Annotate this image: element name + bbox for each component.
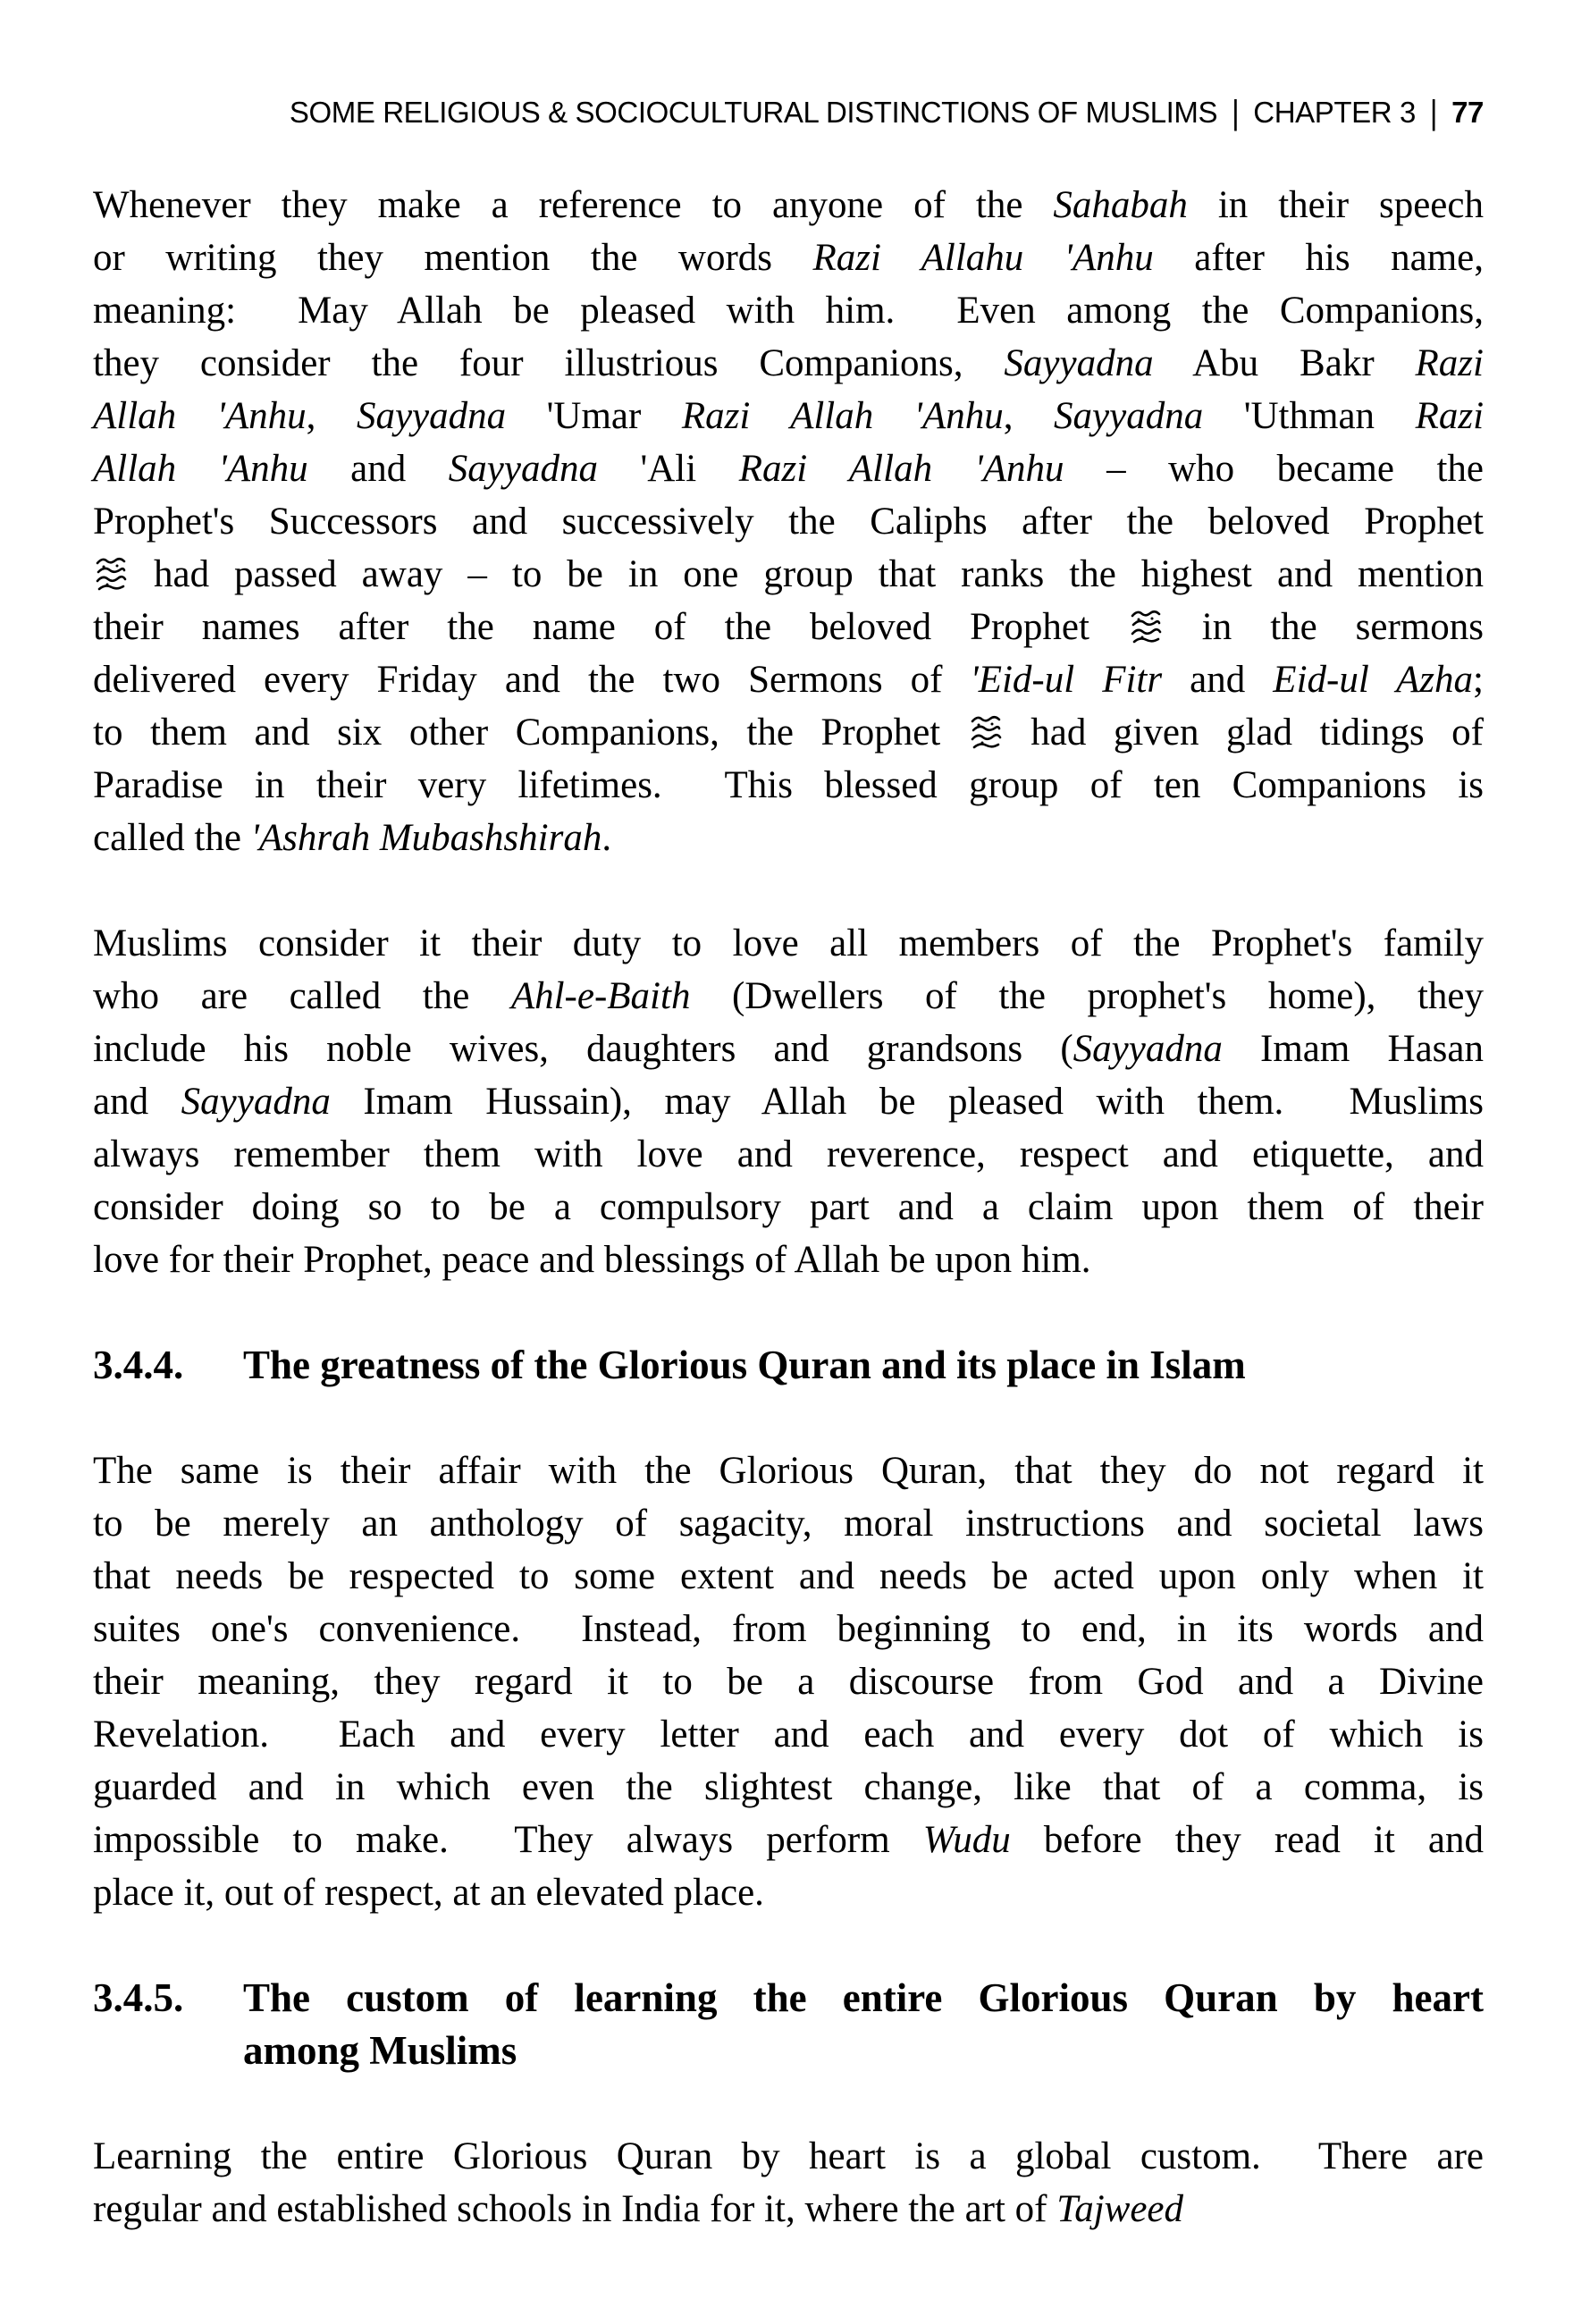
section-heading bbox=[93, 1339, 1484, 1392]
text-line: The same is their affair with the Glorious Quran, that they do not regard it bbox=[93, 1450, 1484, 1492]
text-line: to be merely an anthology of sagacity, moral instructions and societal laws bbox=[93, 1503, 1484, 1545]
text-line: called the 'Ashrah Mubashshirah. bbox=[93, 817, 612, 859]
page-number: 77 bbox=[1451, 96, 1484, 129]
text-line: Allah 'Anhu and Sayyadna 'Ali Razi Allah 'Anhu – who became the bbox=[93, 448, 1485, 490]
text-line: and Sayyadna Imam Hussain), may Allah be pleased with them. Muslims bbox=[93, 1081, 1484, 1123]
sallallahu-alayhi-wasallam-icon bbox=[970, 713, 1002, 753]
text-line: Revelation. Each and every letter and each and every dot of which is bbox=[93, 1714, 1484, 1756]
text-line: delivered every Friday and the two Sermons of 'Eid-ul Fitr and Eid-ul Azha; bbox=[93, 659, 1484, 701]
paragraph bbox=[93, 179, 1484, 864]
text-line: The custom of learning the entire Glorious Quran by heart bbox=[243, 1975, 1484, 2020]
text-line: or writing they mention the words Razi Allahu 'Anhu after his name, bbox=[93, 237, 1484, 279]
text-line: regular and established schools in India for it, where the art of Tajweed bbox=[93, 2188, 1183, 2230]
text-line: place it, out of respect, at an elevated place. bbox=[93, 1872, 764, 1914]
text-line: who are called the Ahl-e-Baith (Dwellers of the prophet's home), they bbox=[93, 975, 1484, 1017]
text-line: they consider the four illustrious Companions, Sayyadna Abu Bakr Razi bbox=[93, 342, 1484, 384]
text-line: impossible to make. They always perform Wudu before they read it and bbox=[93, 1819, 1485, 1861]
text-line: Prophet's Successors and successively the Caliphs after the beloved Prophet bbox=[93, 501, 1484, 543]
text-line: Learning the entire Glorious Quran by heart is a global custom. There are bbox=[93, 2135, 1484, 2177]
text-line: had passed away – to be in one group that ranks the highest and mention bbox=[93, 548, 1484, 601]
text-line: Muslims consider it their duty to love all members of the Prophet's family bbox=[93, 922, 1484, 964]
paragraph bbox=[93, 2130, 1484, 2236]
section-title bbox=[243, 1339, 1484, 1392]
sallallahu-alayhi-wasallam-icon bbox=[1130, 608, 1162, 647]
section-heading bbox=[93, 1972, 1484, 2077]
text-line: always remember them with love and reverence, respect and etiquette, and bbox=[93, 1133, 1484, 1175]
text-line: love for their Prophet, peace and blessings of Allah be upon him. bbox=[93, 1239, 1091, 1281]
paragraph bbox=[93, 1444, 1484, 1919]
text-line: Allah 'Anhu, Sayyadna 'Umar Razi Allah 'Anhu, Sayyadna 'Uthman Razi bbox=[93, 395, 1485, 437]
text-line: include his noble wives, daughters and grandsons (Sayyadna Imam Hasan bbox=[93, 1028, 1484, 1070]
header-chapter: CHAPTER 3 bbox=[1253, 96, 1416, 129]
header-title: SOME RELIGIOUS & SOCIOCULTURAL DISTINCTIONS OF MUSLIMS bbox=[289, 96, 1218, 129]
text-line: their meaning, they regard it to be a discourse from God and a Divine bbox=[93, 1661, 1484, 1703]
header-separator: | bbox=[1232, 93, 1240, 131]
text-line: among Muslims bbox=[243, 2028, 517, 2073]
sallallahu-alayhi-wasallam-icon bbox=[95, 555, 127, 594]
text-line: suites one's convenience. Instead, from beginning to end, in its words and bbox=[93, 1608, 1484, 1650]
running-header bbox=[93, 95, 1484, 131]
section-title bbox=[243, 1972, 1484, 2077]
text-line: Paradise in their very lifetimes. This blessed group of ten Companions is bbox=[93, 764, 1484, 806]
paragraph bbox=[93, 917, 1484, 1286]
text-line: to them and six other Companions, the Prophet had given glad tidings of bbox=[93, 712, 1484, 754]
text-line: The greatness of the Glorious Quran and its place in Islam bbox=[243, 1343, 1246, 1387]
header-separator: | bbox=[1429, 93, 1438, 131]
text-line: meaning: May Allah be pleased with him. Even among the Companions, bbox=[93, 290, 1484, 332]
text-line: Whenever they make a reference to anyone of the Sahabah in their speech bbox=[93, 184, 1484, 226]
text-line: guarded and in which even the slightest change, like that of a comma, is bbox=[93, 1766, 1484, 1808]
text-line: consider doing so to be a compulsory part and a claim upon them of their bbox=[93, 1186, 1484, 1228]
text-line: their names after the name of the beloved Prophet in the sermons bbox=[93, 606, 1484, 648]
section-number: 3.4.5. bbox=[93, 1975, 184, 2020]
text-line: that needs be respected to some extent and needs be acted upon only when it bbox=[93, 1555, 1484, 1597]
section-number: 3.4.4. bbox=[93, 1343, 184, 1387]
page-content bbox=[93, 179, 1484, 2236]
